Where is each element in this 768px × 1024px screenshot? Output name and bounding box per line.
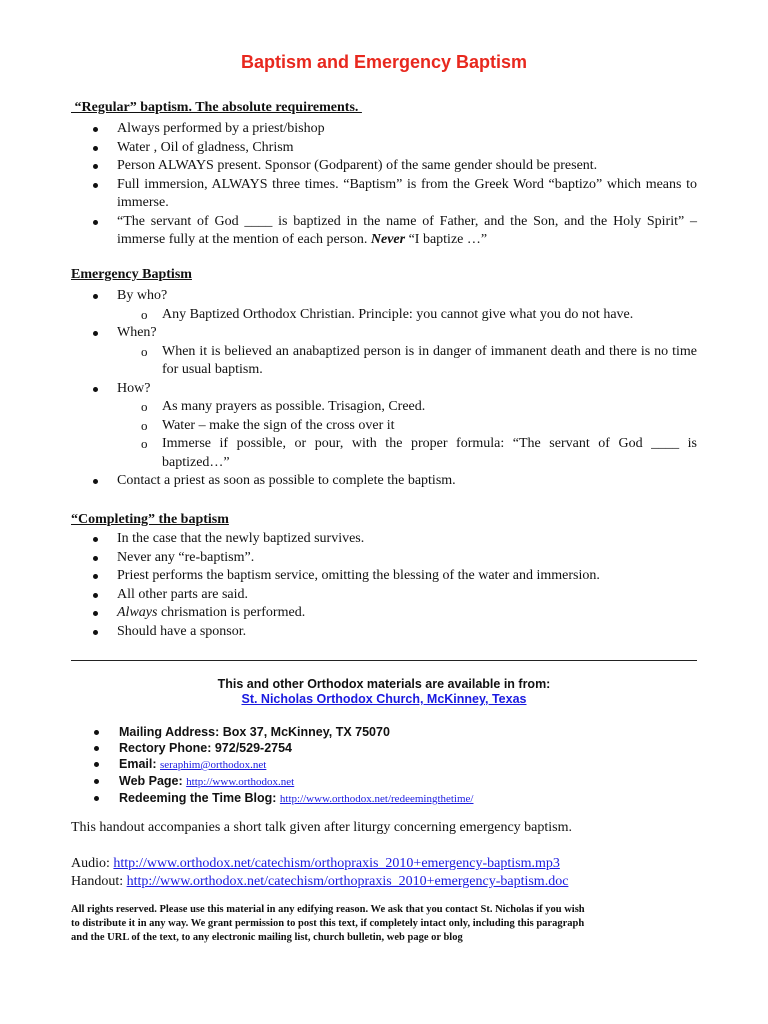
blog-link[interactable]: http://www.orthodox.net/redeemingthetime/: [279, 793, 474, 805]
list-item: Full immersion, ALWAYS three times. “Baptism” is from the Greek Word “baptizo” which means to immerse.: [71, 176, 697, 213]
audio-label: Audio:: [71, 856, 114, 871]
rights-line: and the URL of the text, to any electronic mailing list, church bulletin, web page or blog: [71, 932, 463, 943]
always-emphasis: Always: [117, 605, 158, 620]
handout-label: Handout:: [71, 874, 127, 889]
list-item: [71, 213, 697, 250]
list-item: [71, 604, 697, 623]
never-emphasis: Never: [370, 232, 406, 247]
list-item: Never any “re-baptism”.: [71, 549, 697, 568]
rights-line: All rights reserved. Please use this material in any edifying reason. We ask that you contact St. Nicholas if you wish: [71, 904, 585, 915]
chrismation-text: chrismation is performed.: [160, 605, 306, 620]
mailing-address: Mailing Address: Box 37, McKinney, TX 75070: [71, 724, 697, 740]
horizontal-divider: [71, 660, 697, 661]
availability-line: This and other Orthodox materials are available in from:: [217, 677, 551, 691]
page-title: Baptism and Emergency Baptism: [240, 52, 528, 72]
completing-baptism-list: [71, 530, 697, 641]
list-item: Contact a priest as soon as possible to complete the baptism.: [71, 472, 697, 491]
list-item: In the case that the newly baptized survives.: [71, 530, 697, 549]
web-label: Web Page:: [119, 774, 187, 788]
list-item: When?: [71, 324, 697, 343]
list-item: All other parts are said.: [71, 586, 697, 605]
servant-formula-text: “The servant of God ____ is baptized in the name of Father, and the Son, and the Holy Spirit” – immerse fully at the mention of each person.: [117, 213, 697, 247]
church-link[interactable]: St. Nicholas Orthodox Church, McKinney, Texas: [241, 692, 527, 706]
audio-line: [71, 855, 568, 873]
sub-list-item: o As many prayers as possible. Trisagion, Creed.: [71, 398, 697, 417]
contact-list: [71, 724, 697, 807]
list-item: How?: [71, 380, 697, 399]
i-baptize-text: “I baptize …”: [408, 232, 488, 247]
emergency-baptism-heading: Emergency Baptism: [71, 267, 192, 282]
media-links: [71, 855, 568, 891]
availability-block: [0, 677, 768, 707]
blog-label: Redeeming the Time Blog:: [119, 791, 280, 805]
sub-list-item: o Water – make the sign of the cross over it: [71, 417, 697, 436]
regular-baptism-heading: “Regular” baptism. The absolute requirements.: [71, 100, 362, 115]
blog-item: [71, 790, 697, 807]
list-item: Should have a sponsor.: [71, 623, 697, 642]
sub-list-item: o When it is believed an anabaptized person is in danger of immanent death and there is no time for usual baptism.: [71, 343, 697, 380]
email-item: [71, 756, 697, 773]
sub-list-item: o Immerse if possible, or pour, with the proper formula: “The servant of God ____ is baptized…”: [71, 435, 697, 472]
handout-link[interactable]: http://www.orthodox.net/catechism/orthopraxis_2010+emergency-baptism.doc: [126, 874, 569, 889]
regular-baptism-list: [71, 120, 697, 250]
completing-baptism-heading: “Completing” the baptism: [71, 512, 229, 527]
rights-line: to distribute it in any way. We grant permission to post this text, if completely intact only, including this paragraph: [71, 918, 585, 929]
handout-note: This handout accompanies a short talk given after liturgy concerning emergency baptism.: [71, 820, 572, 835]
email-label: Email:: [119, 757, 160, 771]
list-item: By who?: [71, 287, 697, 306]
list-item: Person ALWAYS present. Sponsor (Godparent) of the same gender should be present.: [71, 157, 697, 176]
email-link[interactable]: seraphim@orthodox.net: [160, 759, 267, 771]
emergency-baptism-list: [71, 287, 697, 491]
sub-list-item: o Any Baptized Orthodox Christian. Principle: you cannot give what you do not have.: [71, 306, 697, 325]
audio-link[interactable]: http://www.orthodox.net/catechism/orthopraxis_2010+emergency-baptism.mp3: [113, 856, 560, 871]
list-item: Water , Oil of gladness, Chrism: [71, 139, 697, 158]
web-item: [71, 773, 697, 790]
list-item: Always performed by a priest/bishop: [71, 120, 697, 139]
rectory-phone: Rectory Phone: 972/529-2754: [71, 740, 697, 756]
handout-line: [71, 873, 568, 891]
list-item: Priest performs the baptism service, omitting the blessing of the water and immersion.: [71, 567, 697, 586]
rights-notice: [71, 903, 701, 945]
web-link[interactable]: http://www.orthodox.net: [186, 776, 295, 788]
